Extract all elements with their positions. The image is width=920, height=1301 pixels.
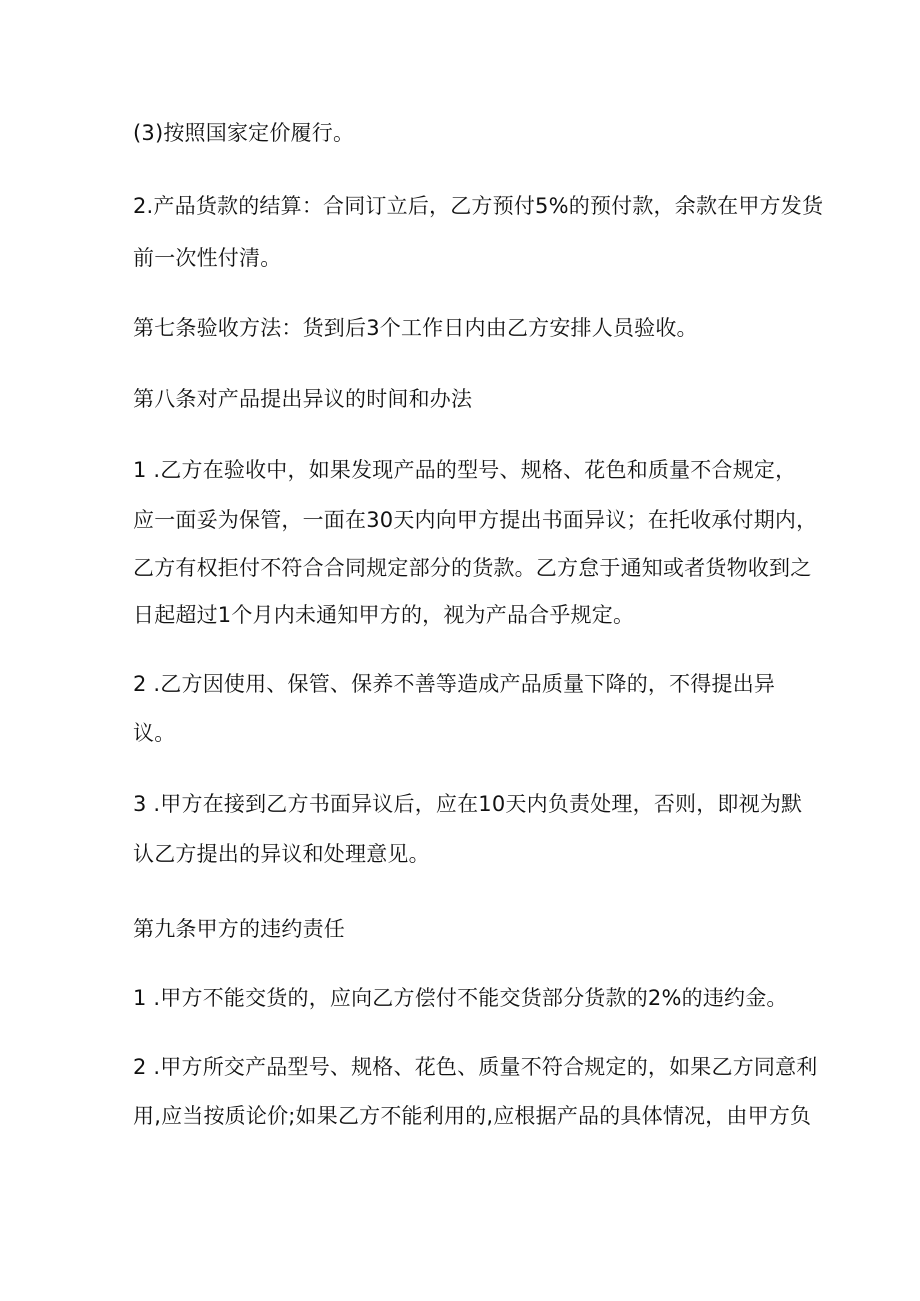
clause-7-heading: 第七条验收方法：货到后3个工作日内由乙方安排人员验收。	[133, 316, 698, 340]
clause-8-1-line-3: 乙方有权拒付不符合合同规定部分的货款。乙方怠于通知或者货物收到之	[133, 556, 812, 580]
clause-6-2-line-1: 2.产品货款的结算：合同订立后，乙方预付5%的预付款，余款在甲方发货	[133, 194, 824, 218]
clause-8-1-line-2: 应一面妥为保管，一面在30天内向甲方提出书面异议；在托收承付期内，	[133, 508, 818, 532]
clause-8-3-line-1: 3 .甲方在接到乙方书面异议后，应在10天内负责处理，否则，即视为默	[133, 792, 803, 816]
clause-8-1-line-1: 1 .乙方在验收中，如果发现产品的型号、规格、花色和质量不合规定，	[133, 458, 797, 482]
clause-8-1-line-4: 日起超过1个月内未通知甲方的，视为产品合乎规定。	[133, 603, 635, 627]
clause-9-2-line-2: 用,应当按质论价;如果乙方不能利用的,应根据产品的具体情况，由甲方负	[133, 1104, 812, 1128]
clause-6-1-item-3: (3)按照国家定价履行。	[133, 121, 355, 145]
clause-8-2-line-2: 议。	[133, 721, 176, 745]
clause-8-heading: 第八条对产品提出异议的时间和办法	[133, 387, 473, 411]
clause-9-1: 1 .甲方不能交货的，应向乙方偿付不能交货部分货款的2%的违约金。	[133, 986, 788, 1010]
clause-8-2-line-1: 2 .乙方因使用、保管、保养不善等造成产品质量下降的，不得提出异	[133, 672, 776, 696]
clause-8-3-line-2: 认乙方提出的异议和处理意见。	[133, 842, 430, 866]
clause-6-2-line-2: 前一次性付清。	[133, 246, 282, 270]
clause-9-2-line-1: 2 .甲方所交产品型号、规格、花色、质量不符合规定的，如果乙方同意利	[133, 1055, 818, 1079]
clause-9-heading: 第九条甲方的违约责任	[133, 917, 345, 941]
